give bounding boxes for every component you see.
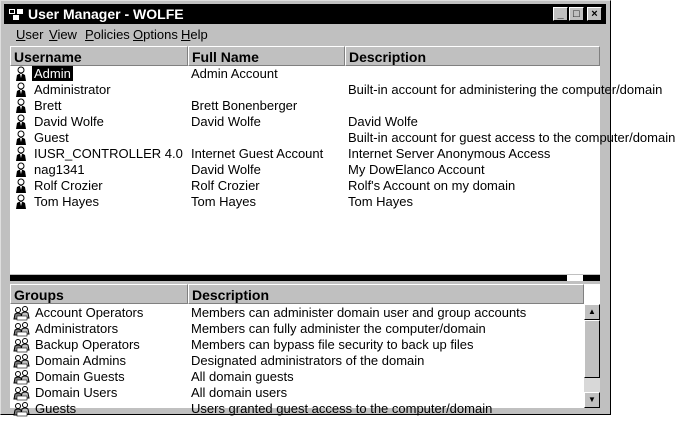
group-row[interactable] bbox=[10, 321, 584, 337]
user-icon bbox=[13, 66, 29, 82]
user-icon bbox=[13, 146, 29, 162]
group-name: Domain Admins bbox=[35, 353, 127, 368]
user-icon bbox=[13, 82, 29, 98]
user-row[interactable] bbox=[10, 98, 600, 114]
user-fullname: David Wolfe bbox=[191, 162, 261, 177]
group-row[interactable] bbox=[10, 337, 584, 353]
column-header-groups[interactable]: Groups bbox=[10, 284, 188, 304]
group-icon bbox=[13, 305, 31, 321]
user-username: Rolf Crozier bbox=[34, 178, 103, 193]
menu-user[interactable]: User bbox=[16, 27, 44, 42]
user-fullname: Internet Guest Account bbox=[191, 146, 324, 161]
user-row[interactable] bbox=[10, 130, 675, 146]
group-description: Users granted guest access to the computer/domain bbox=[191, 401, 493, 416]
column-header-username[interactable]: Username bbox=[10, 46, 188, 66]
group-row[interactable] bbox=[10, 385, 584, 401]
groups-vertical-scrollbar[interactable] bbox=[584, 304, 600, 408]
user-description: Built-in account for guest access to the computer/domain bbox=[348, 130, 675, 145]
scroll-up-button[interactable]: ▲ bbox=[584, 304, 600, 320]
user-description: Internet Server Anonymous Access bbox=[348, 146, 551, 161]
group-row[interactable] bbox=[10, 353, 584, 369]
group-description: Members can fully administer the computer/domain bbox=[191, 321, 486, 336]
close-button[interactable]: × bbox=[587, 7, 602, 21]
title-bar[interactable] bbox=[4, 4, 606, 24]
group-name: Domain Users bbox=[35, 385, 118, 400]
user-manager-icon bbox=[8, 7, 24, 21]
pane-splitter[interactable] bbox=[10, 275, 600, 281]
window-title: User Manager - WOLFE bbox=[28, 6, 184, 22]
user-username: IUSR_CONTROLLER 4.0 bbox=[34, 146, 183, 161]
menu-policies[interactable]: Policies bbox=[85, 27, 130, 42]
user-username: Guest bbox=[34, 130, 69, 145]
group-row[interactable] bbox=[10, 401, 584, 417]
group-row[interactable] bbox=[10, 305, 584, 321]
group-description: All domain guests bbox=[191, 369, 294, 384]
menu-options[interactable]: Options bbox=[133, 27, 178, 42]
group-icon bbox=[13, 337, 31, 353]
column-header-group-description[interactable]: Description bbox=[188, 284, 584, 304]
menu-view[interactable]: View bbox=[49, 27, 77, 42]
group-name: Administrators bbox=[35, 321, 119, 336]
minimize-button[interactable]: _ bbox=[553, 7, 568, 21]
user-row[interactable] bbox=[10, 146, 600, 162]
user-fullname: Brett Bonenberger bbox=[191, 98, 298, 113]
user-icon bbox=[13, 98, 29, 114]
group-description: Members can bypass file security to back up files bbox=[191, 337, 474, 352]
menu-bar bbox=[4, 25, 606, 44]
user-row[interactable] bbox=[10, 66, 600, 82]
user-row[interactable] bbox=[10, 114, 600, 130]
user-username: David Wolfe bbox=[34, 114, 104, 129]
group-icon bbox=[13, 385, 31, 401]
user-description: Built-in account for administering the computer/domain bbox=[348, 82, 663, 97]
groups-list bbox=[10, 284, 600, 416]
scroll-thumb[interactable] bbox=[584, 320, 600, 378]
group-row[interactable] bbox=[10, 369, 584, 385]
user-icon bbox=[13, 194, 29, 210]
group-name: Account Operators bbox=[35, 305, 144, 320]
user-username: nag1341 bbox=[34, 162, 85, 177]
user-username: Admin bbox=[34, 66, 71, 81]
maximize-button[interactable]: □ bbox=[569, 7, 584, 21]
group-name: Guests bbox=[35, 401, 77, 416]
user-icon bbox=[13, 114, 29, 130]
user-icon bbox=[13, 130, 29, 146]
user-icon bbox=[13, 178, 29, 194]
user-username: Brett bbox=[34, 98, 62, 113]
column-header-fullname[interactable]: Full Name bbox=[188, 46, 345, 66]
user-row[interactable] bbox=[10, 162, 600, 178]
group-description: Members can administer domain user and group accounts bbox=[191, 305, 527, 320]
group-description: Designated administrators of the domain bbox=[191, 353, 425, 368]
users-list bbox=[10, 46, 675, 274]
user-fullname: David Wolfe bbox=[191, 114, 261, 129]
menu-help[interactable]: Help bbox=[181, 27, 208, 42]
user-icon bbox=[13, 162, 29, 178]
user-fullname: Rolf Crozier bbox=[191, 178, 260, 193]
splitter-thumb[interactable] bbox=[567, 275, 583, 281]
user-fullname: Admin Account bbox=[191, 66, 278, 81]
user-fullname: Tom Hayes bbox=[191, 194, 257, 209]
user-row[interactable] bbox=[10, 82, 663, 98]
user-description: David Wolfe bbox=[348, 114, 418, 129]
group-description: All domain users bbox=[191, 385, 288, 400]
user-description: Rolf's Account on my domain bbox=[348, 178, 516, 193]
column-header-description[interactable]: Description bbox=[345, 46, 600, 66]
group-icon bbox=[13, 353, 31, 369]
user-row[interactable] bbox=[10, 194, 600, 210]
scroll-down-button[interactable]: ▼ bbox=[584, 392, 600, 408]
user-username: Administrator bbox=[34, 82, 111, 97]
user-description: Tom Hayes bbox=[348, 194, 414, 209]
group-icon bbox=[13, 369, 31, 385]
user-row[interactable] bbox=[10, 178, 600, 194]
group-icon bbox=[13, 321, 31, 337]
group-icon bbox=[13, 401, 31, 417]
group-name: Backup Operators bbox=[35, 337, 140, 352]
user-username: Tom Hayes bbox=[34, 194, 100, 209]
group-name: Domain Guests bbox=[35, 369, 125, 384]
user-description: My DowElanco Account bbox=[348, 162, 485, 177]
